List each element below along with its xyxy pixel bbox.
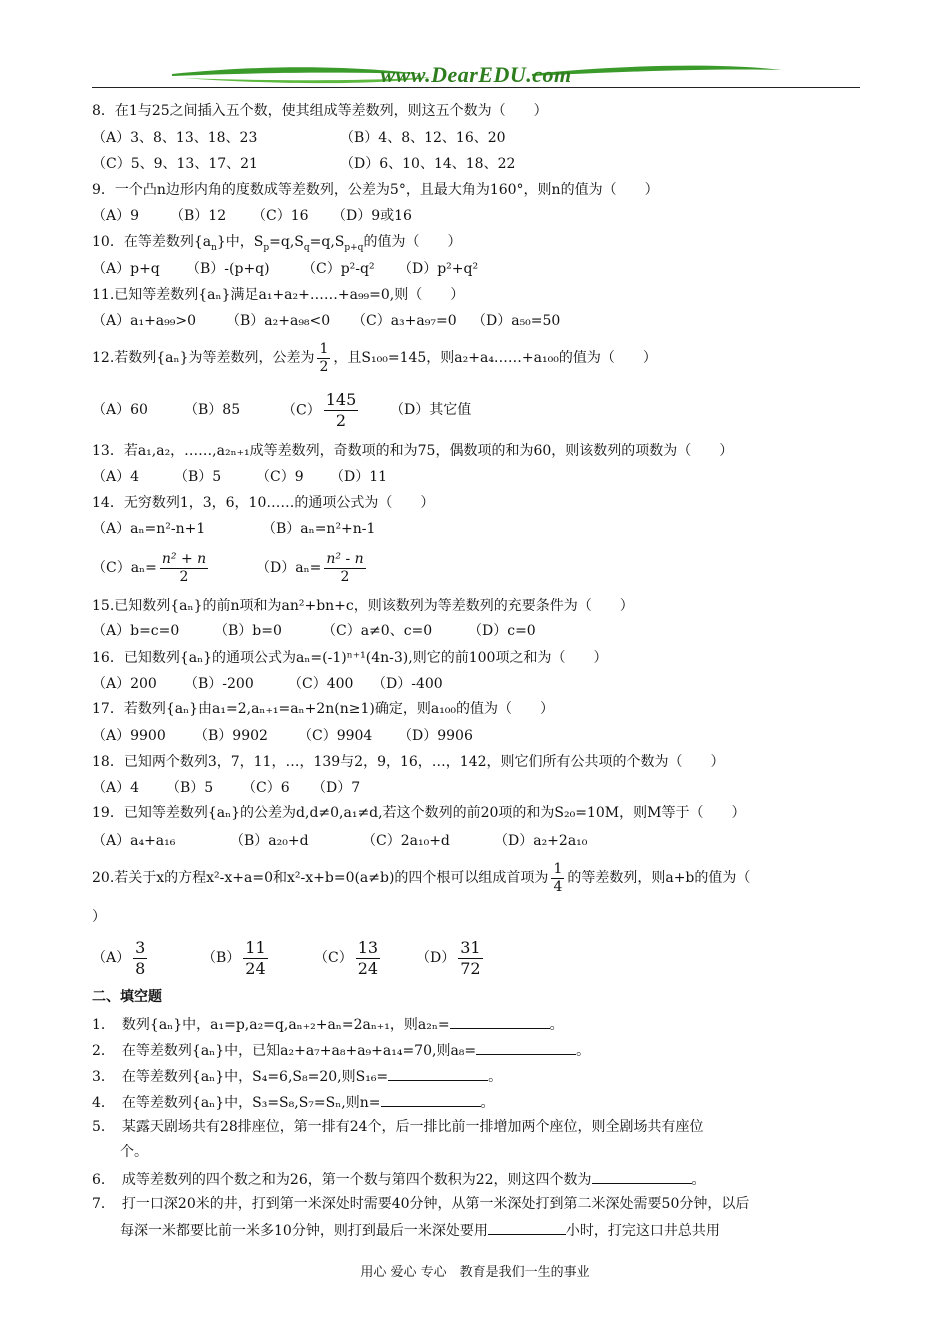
fill-question-2: 2． 在等差数列{aₙ}中，已知a₂+a₇+a₈+a₉+a₁₄=70,则a₈= 。 xyxy=(92,1040,590,1060)
page-footer: 用心 爱心 专心 教育是我们一生的事业 xyxy=(360,1265,590,1280)
question-18-option-b: （B）5 xyxy=(166,780,214,796)
fill-question-5-continued: 个。 xyxy=(120,1144,148,1160)
question-9-stem: 9．一个凸n边形内角的度数成等差数列，公差为5°，且最大角为160°，则n的值为（ ） xyxy=(92,182,659,198)
question-12-stem: 12.若数列{aₙ}为等差数列，公差为 $\frac{1}{2}$ ，且S₁₀₀=145，则a₂+a₄……+a₁₀₀的值为（ ） xyxy=(92,340,657,375)
question-17-option-c: （C）9904 xyxy=(298,728,373,744)
question-15-option-d: （D）c=0 xyxy=(468,623,536,639)
question-9-option-a: （A）9 xyxy=(92,208,140,224)
fill-question-3: 3． 在等差数列{aₙ}中，S₄=6,S₈=20,则S₁₆= 。 xyxy=(92,1066,502,1086)
fill-question-1: 1． 数列{aₙ}中，a₁=p,a₂=q,aₙ₊₂+aₙ=2aₙ₊₁，则a₂ₙ= 。 xyxy=(92,1014,564,1034)
question-12-option-a: （A）60 xyxy=(92,402,148,418)
question-19-stem: 19．已知等差数列{aₙ}的公差为d,d≠0,a₁≠d,若这个数列的前20项的和为S₂₀=10M，则M等于（ ） xyxy=(92,805,746,821)
question-11-option-d: （D）a₅₀=50 xyxy=(472,313,561,329)
question-18-option-c: （C）6 xyxy=(242,780,290,796)
fill-question-5: 5． 某露天剧场共有28排座位，第一排有24个，后一排比前一排增加两个座位，则全剧场共有座位 xyxy=(92,1119,704,1135)
question-19-option-d: （D）a₂+2a₁₀ xyxy=(494,833,588,849)
question-16-option-c: （C）400 xyxy=(288,676,354,692)
question-18-option-d: （D）7 xyxy=(312,780,361,796)
question-12-option-b: （B）85 xyxy=(184,402,241,418)
question-17-option-b: （B）9902 xyxy=(194,728,268,744)
question-13-stem: 13．若a₁,a₂，……,a₂ₙ₊₁成等差数列，奇数项的和为75，偶数项的和为60，则该数列的项数为（ ） xyxy=(92,443,734,459)
site-logo-text: www.DearEDU.com xyxy=(380,62,572,87)
question-14-option-d: （D）aₙ= $\frac{\text{n² - n}}{2}$ xyxy=(256,550,364,585)
question-8-option-a: （A）3、8、13、18、23 xyxy=(92,130,258,146)
question-12-option-d: （D）其它值 xyxy=(390,402,472,418)
question-10-option-a: （A）p+q xyxy=(92,261,160,277)
question-16-option-a: （A）200 xyxy=(92,676,157,692)
question-17-stem: 17．若数列{aₙ}由a₁=2,aₙ₊₁=aₙ+2n(n≥1)确定，则a₁₀₀的值为（ ） xyxy=(92,701,555,717)
fill-question-4: 4． 在等差数列{aₙ}中，S₃=S₈,S₇=Sₙ,则n= 。 xyxy=(92,1092,495,1112)
fraction-one-quarter: $\frac{1}{4}$ xyxy=(553,860,563,895)
question-14-option-b: （B）aₙ=n²+n-1 xyxy=(262,521,376,537)
question-14-option-c: （C）aₙ= $\frac{\text{n² + n}}{2}$ xyxy=(92,550,207,585)
question-13-option-a: （A）4 xyxy=(92,469,140,485)
fill-question-6: 6． 成等差数列的四个数之和为26，第一个数与第四个数积为22，则这四个数为 。 xyxy=(92,1169,706,1189)
question-11-option-a: （A）a₁+a₉₉>0 xyxy=(92,313,197,329)
question-20-option-b: （B） $\frac{11}{24}$ xyxy=(202,937,266,978)
question-20-option-d: （D） $\frac{31}{72}$ xyxy=(416,937,481,978)
question-15-option-a: （A）b=c=0 xyxy=(92,623,180,639)
question-18-option-a: （A）4 xyxy=(92,780,140,796)
answer-blank[interactable] xyxy=(592,1169,692,1184)
section-title-fill-in: 二、填空题 xyxy=(92,989,162,1005)
question-9-option-d: （D）9或16 xyxy=(332,208,412,224)
question-19-option-a: （A）a₄+a₁₆ xyxy=(92,833,176,849)
question-20-stem: 20.若关于x的方程x²-x+a=0和x²-x+b=0(a≠b)的四个根可以组成首项为 $\frac{1}{4}$ 的等差数列，则a+b的值为（ xyxy=(92,860,751,895)
question-20-stem-continued: ） xyxy=(92,909,106,925)
question-16-option-d: （D）-400 xyxy=(372,676,443,692)
question-11-stem: 11.已知等差数列{aₙ}满足a₁+a₂+……+a₉₉=0,则（ ） xyxy=(92,287,465,303)
fill-question-7: 7． 打一口深20米的井，打到第一米深处时需要40分钟，从第一米深处打到第二米深处需要50分钟，以后 xyxy=(92,1196,750,1212)
question-9-option-c: （C）16 xyxy=(252,208,309,224)
question-8-option-b: （B）4、8、12、16、20 xyxy=(340,130,506,146)
answer-blank[interactable] xyxy=(381,1092,481,1107)
question-16-stem: 16．已知数列{aₙ}的通项公式为aₙ=(-1)ⁿ⁺¹(4n-3),则它的前100项之和为（ ） xyxy=(92,650,608,666)
header-rule xyxy=(92,87,860,88)
question-15-stem: 15.已知数列{aₙ}的前n项和为an²+bn+c，则该数列为等差数列的充要条件为（ ） xyxy=(92,598,634,614)
answer-blank[interactable] xyxy=(450,1014,550,1029)
header-banner xyxy=(92,60,860,90)
question-20-option-c: （C） $\frac{13}{24}$ xyxy=(314,937,379,978)
question-8-stem: 8．在1与25之间插入五个数，使其组成等差数列，则这五个数为（ ） xyxy=(92,103,548,119)
question-15-option-c: （C）a≠0、c=0 xyxy=(322,623,433,639)
question-9-option-b: （B）12 xyxy=(170,208,227,224)
question-17-option-a: （A）9900 xyxy=(92,728,166,744)
question-10-option-b: （B）-(p+q) xyxy=(186,261,270,277)
answer-blank[interactable] xyxy=(488,1220,566,1235)
question-11-option-c: （C）a₃+a₉₇=0 xyxy=(352,313,457,329)
fill-question-7-continued: 每深一米都要比前一米多10分钟，则打到最后一米深处要用 小时，打完这口井总共用 xyxy=(120,1220,720,1240)
question-10-stem: 10．在等差数列$\{a_n\}$中，$S_p=q,S_q=q,S_{p+q}$的值为（ ） xyxy=(92,234,462,253)
question-14-stem: 14．无穷数列1，3，6，10……的通项公式为（ ） xyxy=(92,495,435,511)
answer-blank[interactable] xyxy=(476,1040,576,1055)
answer-blank[interactable] xyxy=(388,1066,488,1081)
question-8-option-c: （C）5、9、13、17、21 xyxy=(92,156,258,172)
question-19-option-b: （B）a₂₀+d xyxy=(230,833,309,849)
fraction-one-half: $\frac{1}{2}$ xyxy=(319,340,329,375)
question-11-option-b: （B）a₂+a₉₈<0 xyxy=(226,313,331,329)
question-13-option-b: （B）5 xyxy=(174,469,222,485)
question-10-option-c: （C）p²-q² xyxy=(302,261,375,277)
question-8-option-d: （D）6、10、14、18、22 xyxy=(340,156,516,172)
question-12-option-c: （C） $\frac{145}{2}$ xyxy=(282,390,357,430)
question-15-option-b: （B）b=0 xyxy=(214,623,282,639)
question-18-stem: 18．已知两个数列3，7，11，…，139与2，9，16，…，142，则它们所有公共项的个数为（ ） xyxy=(92,754,725,770)
question-13-option-c: （C）9 xyxy=(256,469,304,485)
question-16-option-b: （B）-200 xyxy=(184,676,254,692)
question-17-option-d: （D）9906 xyxy=(398,728,473,744)
question-14-option-a: （A）aₙ=n²-n+1 xyxy=(92,521,206,537)
question-19-option-c: （C）2a₁₀+d xyxy=(362,833,450,849)
question-20-option-a: （A） $\frac{3}{8}$ xyxy=(92,937,146,978)
question-10-option-d: （D）p²+q² xyxy=(398,261,479,277)
question-13-option-d: （D）11 xyxy=(330,469,388,485)
